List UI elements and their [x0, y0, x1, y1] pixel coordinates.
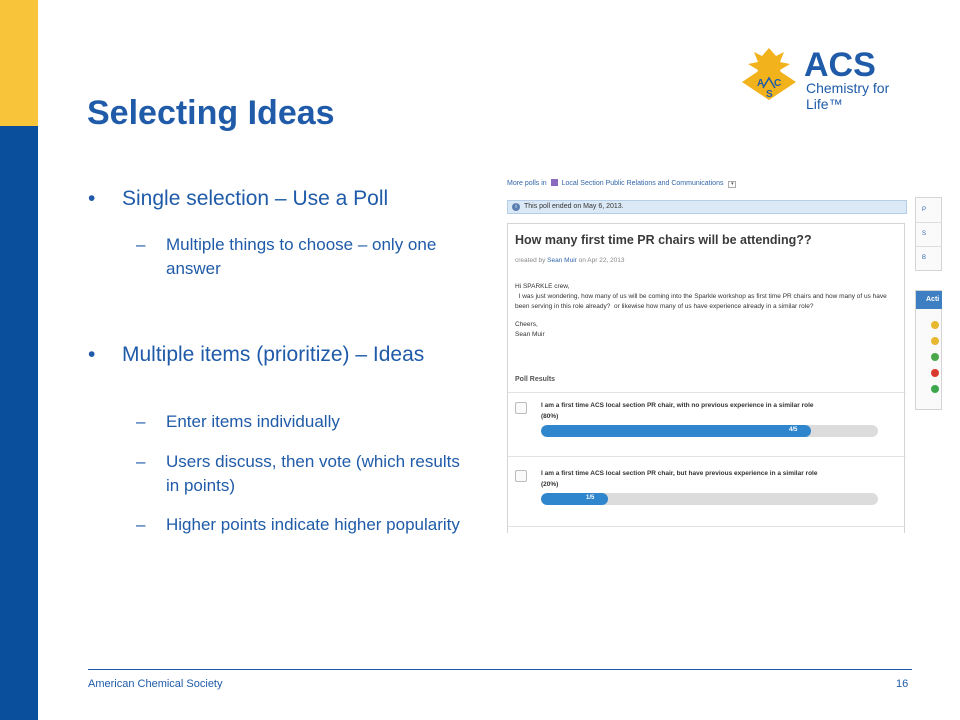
poll-screenshot [505, 175, 942, 533]
side-link-label: S [922, 231, 927, 237]
option-percent: (20%) [541, 481, 559, 488]
more-polls-link[interactable]: Local Section Public Relations and Communications [561, 180, 724, 187]
poll-title: How many first time PR chairs will be attending?? [515, 233, 812, 247]
option-checkbox[interactable] [515, 402, 527, 414]
poll-ended-notice [507, 200, 907, 214]
option-progress-fill [541, 493, 608, 505]
acs-emblem-icon [736, 44, 802, 102]
tag-icon[interactable] [931, 337, 939, 345]
option-progress-track [541, 493, 878, 505]
option-count: 4/5 [789, 427, 798, 433]
delete-icon[interactable] [931, 369, 939, 377]
emblem-letter-a: A [757, 78, 765, 89]
side-link-label: P [922, 207, 927, 213]
footer-rule [88, 669, 912, 670]
option-percent: (80%) [541, 413, 559, 420]
edit-icon[interactable] [931, 321, 939, 329]
divider [508, 456, 906, 457]
bullet-item [88, 186, 388, 212]
side-link[interactable] [922, 199, 942, 221]
poll-panel [507, 223, 905, 533]
add-icon[interactable] [931, 385, 939, 393]
emblem-letter-s: S [766, 89, 773, 100]
sub-bullet-text: Multiple things to choose – only one answer [166, 235, 437, 278]
description-line: Cheers, [515, 321, 538, 328]
bullet-text: Multiple items (prioritize) – Ideas [122, 343, 425, 366]
side-link-label: B [922, 255, 927, 261]
option-checkbox[interactable] [515, 470, 527, 482]
option-progress-track [541, 425, 878, 437]
option-progress-fill [541, 425, 811, 437]
sub-bullet-marker: – [136, 452, 146, 471]
sub-bullet-item [136, 233, 466, 281]
info-icon: i [512, 203, 520, 211]
sub-bullet-text: Higher points indicate higher popularity [166, 515, 460, 534]
acs-logo [736, 44, 926, 112]
actions-panel [915, 290, 942, 410]
option-count: 1/5 [586, 495, 595, 501]
footer-organization: American Chemical Society [88, 678, 223, 690]
description-line: I was just wondering, how many of us will be coming into the Sparkle workshop as first time PR chairs and how many of us have been serving in this role already? or likewise how many of us have experience already in a similar role? [515, 293, 889, 310]
slide-title: Selecting Ideas [87, 94, 335, 132]
side-link[interactable] [922, 223, 942, 245]
poll-results-header: Poll Results [515, 376, 556, 383]
sub-bullet-marker: – [136, 515, 146, 534]
option-text: I am a first time ACS local section PR chair, but have previous experience in a similar role [541, 470, 818, 477]
byline-prefix: created by [515, 257, 546, 264]
poll-description [515, 282, 895, 340]
poll-byline [515, 257, 625, 264]
bullet-marker: • [88, 343, 96, 366]
sub-bullet-item [136, 513, 466, 537]
actions-header: Acti [916, 291, 942, 309]
side-link[interactable] [922, 247, 942, 269]
group-icon [551, 179, 558, 186]
chevron-down-icon[interactable]: ▾ [728, 181, 736, 188]
sub-bullet-item [136, 410, 466, 434]
divider [508, 526, 906, 527]
byline-suffix: on Apr 22, 2013 [578, 257, 625, 264]
logo-wordmark: ACS [804, 46, 876, 84]
divider [508, 392, 906, 393]
option-text: I am a first time ACS local section PR chair, with no previous experience in a similar role [541, 402, 814, 409]
description-line: Hi SPARKLE crew, [515, 283, 570, 290]
move-icon[interactable] [931, 353, 939, 361]
bullet-marker: • [88, 187, 96, 210]
sub-bullet-marker: – [136, 412, 146, 431]
description-line [515, 312, 895, 320]
page-number: 16 [896, 678, 909, 690]
side-links-panel [915, 197, 942, 271]
sub-bullet-marker: – [136, 235, 146, 254]
left-side-bar [0, 0, 38, 720]
more-polls-bar [507, 179, 736, 188]
description-line: Sean Muir [515, 331, 545, 338]
logo-tagline: Chemistry for Life™ [806, 80, 890, 112]
left-bar-accent [0, 0, 38, 126]
more-polls-prefix: More polls in [507, 180, 547, 187]
sub-bullet-item [136, 450, 466, 498]
bullet-text: Single selection – Use a Poll [122, 187, 389, 210]
emblem-letter-c: C [774, 78, 782, 89]
sub-bullet-text: Enter items individually [166, 412, 340, 431]
bullet-item [88, 342, 428, 368]
sub-bullet-text: Users discuss, then vote (which results in points) [166, 452, 460, 495]
notice-text: This poll ended on May 6, 2013. [524, 203, 624, 210]
author-link[interactable]: Sean Muir [547, 257, 577, 264]
